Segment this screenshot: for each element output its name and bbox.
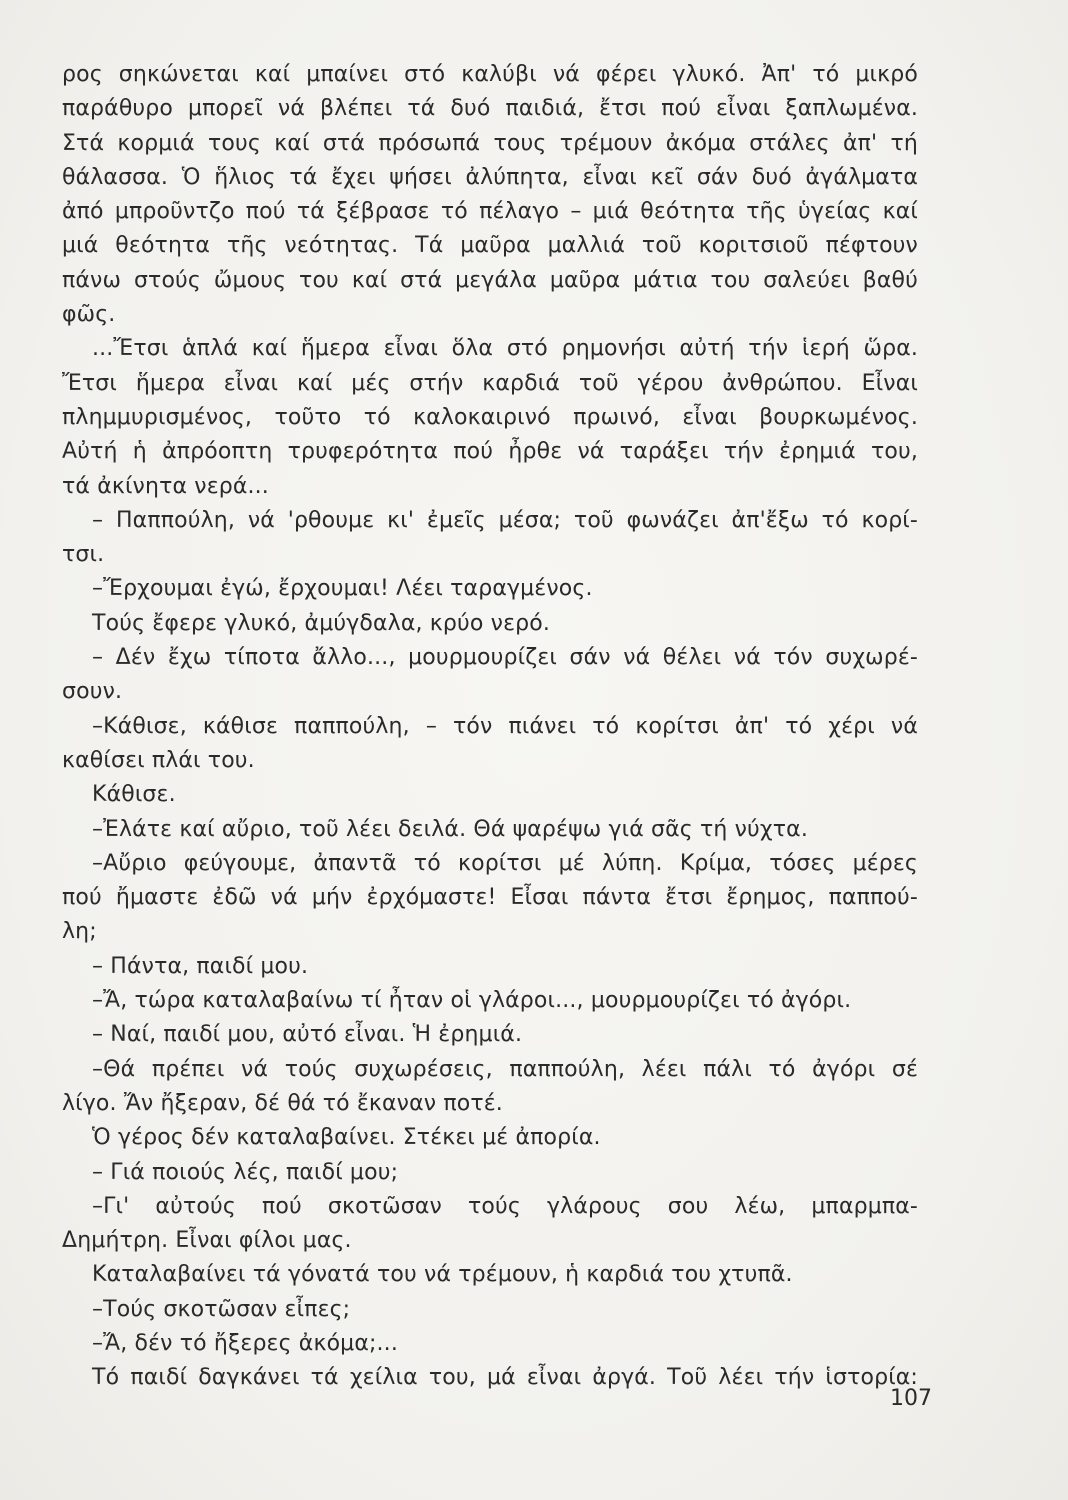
text-line: Στά κορμιά τους καί στά πρόσωπά τους τρέμουν ἀκόμα στάλες ἀπ' τή bbox=[62, 130, 918, 156]
dialogue-line: –Κάθισε, κάθισε παππούλη, – τόν πιάνει τό κορίτσι ἀπ' τό χέρι νά bbox=[92, 713, 918, 739]
text-line: Ὁ γέρος δέν καταλαβαίνει. Στέκει μέ ἀπορία. bbox=[92, 1125, 601, 1151]
text-line: ρος σηκώνεται καί μπαίνει στό καλύβι νά φέρει γλυκό. Ἀπ' τό μικρό bbox=[62, 62, 918, 87]
dialogue-line: – Δέν ἔχω τίποτα ἄλλο..., μουρμουρίζει σάν νά θέλει νά τόν συχωρέ- bbox=[92, 645, 918, 671]
dialogue-line: –Γι' αὐτούς πού σκοτῶσαν τούς γλάρους σου λέω, μπαρμπα- bbox=[92, 1193, 918, 1219]
dialogue-line: πού ἤμαστε ἐδῶ νά μήν ἐρχόμαστε! Εἶσαι πάντα ἔτσι ἔρημος, παππού- bbox=[62, 885, 918, 911]
text-line: πλημμυρισμένος, τοῦτο τό καλοκαιρινό πρωινό, εἶναι βουρκωμένος. bbox=[62, 404, 918, 430]
dialogue-line: –Ἔρχουμαι ἐγώ, ἔρχουμαι! Λέει ταραγμένος. bbox=[92, 576, 593, 602]
text-line: Ἔτσι ἥμερα εἶναι καί μές στήν καρδιά τοῦ γέρου ἀνθρώπου. Εἶναι bbox=[62, 370, 918, 396]
dialogue-line: –Ἄ, δέν τό ἤξερες ἀκόμα;... bbox=[92, 1330, 398, 1356]
dialogue-line: –Ἐλάτε καί αὔριο, τοῦ λέει δειλά. Θά ψαρέψω γιά σᾶς τή νύχτα. bbox=[92, 816, 808, 842]
text-line: φῶς. bbox=[62, 302, 116, 328]
text-line: Τό παιδί δαγκάνει τά χείλια του, μά εἶναι ἀργά. Τοῦ λέει τήν ἱστορία: bbox=[92, 1365, 918, 1391]
dialogue-line: λη; bbox=[62, 919, 97, 945]
text-line: Καταλαβαίνει τά γόνατά του νά τρέμουν, ἡ καρδιά του χτυπᾶ. bbox=[92, 1262, 793, 1288]
dialogue-line: – Παππούλη, νά 'ρθουμε κι' ἐμεῖς μέσα; τοῦ φωνάζει ἀπ'ἔξω τό κορί- bbox=[92, 507, 918, 533]
text-line: θάλασσα. Ὁ ἥλιος τά ἔχει ψήσει ἀλύπητα, εἶναι κεῖ σάν δυό ἀγάλματα bbox=[62, 164, 918, 190]
dialogue-line: –Ἄ, τώρα καταλαβαίνω τί ἦταν οἱ γλάροι..., μουρμουρίζει τό ἀγόρι. bbox=[92, 988, 852, 1014]
dialogue-line: – Ναί, παιδί μου, αὐτό εἶναι. Ἡ ἐρημιά. bbox=[92, 1022, 523, 1048]
dialogue-line: λίγο. Ἄν ἤξεραν, δέ θά τό ἔκαναν ποτέ. bbox=[62, 1090, 503, 1116]
dialogue-line: –Τούς σκοτῶσαν εἶπες; bbox=[92, 1296, 351, 1322]
dialogue-line: Δημήτρη. Εἶναι φίλοι μας. bbox=[62, 1228, 352, 1254]
text-line: Τούς ἔφερε γλυκό, ἀμύγδαλα, κρύο νερό. bbox=[92, 610, 550, 636]
dialogue-line: τσι. bbox=[62, 542, 105, 568]
dialogue-line: –Αὔριο φεύγουμε, ἀπαντᾶ τό κορίτσι μέ λύπη. Κρίμα, τόσες μέρες bbox=[92, 850, 918, 876]
text-line: Κάθισε. bbox=[92, 782, 176, 808]
text-line: μιά θεότητα τῆς νεότητας. Τά μαῦρα μαλλιά τοῦ κοριτσιοῦ πέφτουν bbox=[62, 233, 918, 259]
text-line: τά ἀκίνητα νερά... bbox=[62, 473, 269, 499]
text-line: πάνω στούς ὤμους του καί στά μεγάλα μαῦρα μάτια του σαλεύει βαθύ bbox=[62, 267, 918, 293]
body-text bbox=[62, 58, 918, 1396]
text-line: Αὐτή ἡ ἀπρόοπτη τρυφερότητα πού ἦρθε νά ταράξει τήν ἐρημιά του, bbox=[62, 439, 918, 465]
dialogue-line: σουν. bbox=[62, 679, 123, 705]
dialogue-line: καθίσει πλάι του. bbox=[62, 747, 255, 773]
dialogue-line: –Θά πρέπει νά τούς συχωρέσεις, παππούλη, λέει πάλι τό ἀγόρι σέ bbox=[92, 1056, 918, 1082]
page-number: 107 bbox=[890, 1386, 932, 1411]
dialogue-line: – Γιά ποιούς λές, παιδί μου; bbox=[92, 1159, 399, 1185]
text-line: παράθυρο μπορεῖ νά βλέπει τά δυό παιδιά, ἔτσι πού εἶναι ξαπλωμένα. bbox=[62, 96, 918, 122]
dialogue-line: – Πάντα, παιδί μου. bbox=[92, 953, 309, 979]
text-line: ἀπό μπροῦντζο πού τά ξέβρασε τό πέλαγο – μιά θεότητα τῆς ὑγείας καί bbox=[62, 199, 918, 225]
text-line: ...Ἔτσι ἁπλά καί ἥμερα εἶναι ὅλα στό ρημονήσι αὐτή τήν ἱερή ὥρα. bbox=[92, 336, 918, 362]
